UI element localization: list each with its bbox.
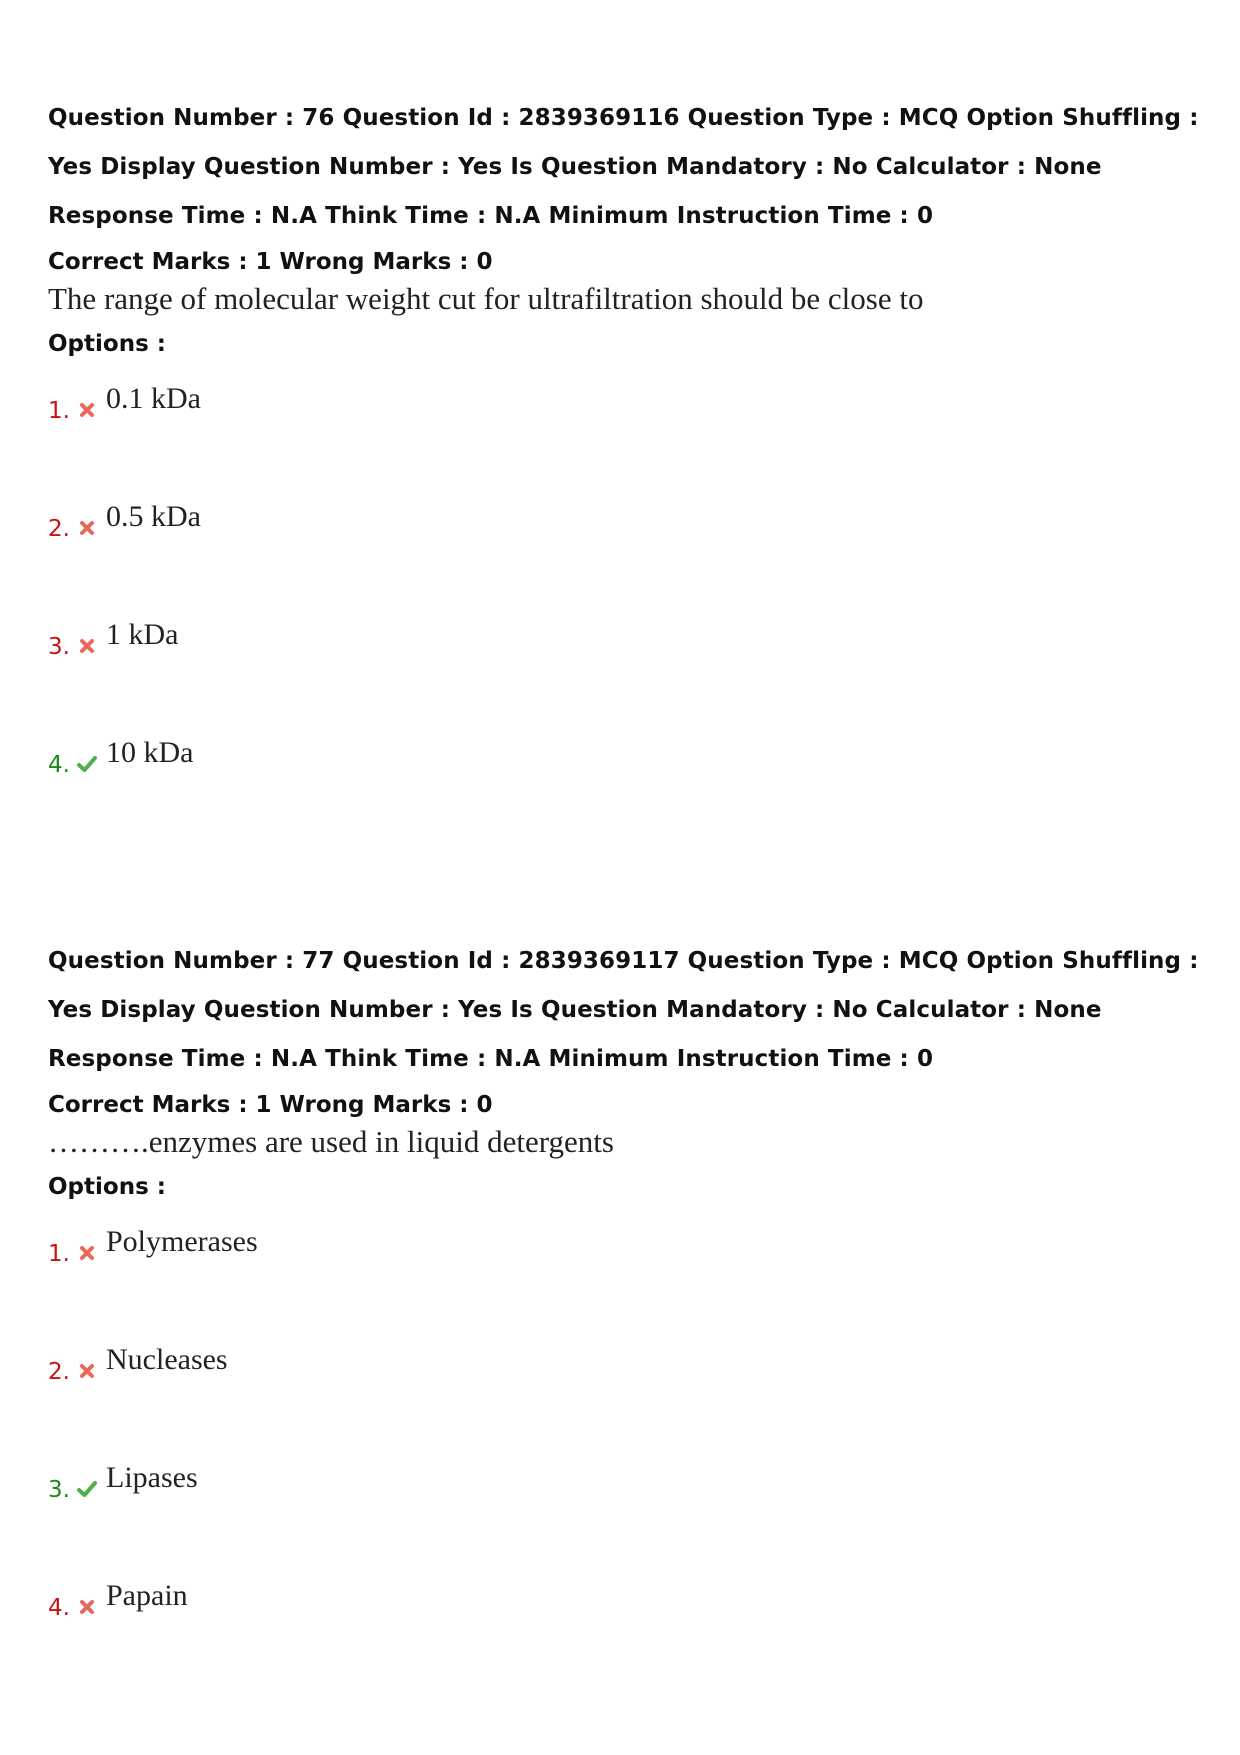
option-2 bbox=[48, 491, 1208, 609]
option-text: 0.5 kDa bbox=[106, 500, 201, 533]
options-label: Options : bbox=[48, 331, 166, 357]
question-text: The range of molecular weight cut for ultrafiltration should be close to bbox=[48, 281, 924, 316]
question-marks: Correct Marks : 1 Wrong Marks : 0 bbox=[48, 1092, 493, 1118]
option-2 bbox=[48, 1334, 1208, 1452]
option-text: Papain bbox=[106, 1579, 188, 1612]
cross-icon bbox=[76, 1242, 98, 1264]
option-number: 1. bbox=[48, 1241, 70, 1267]
question-marks: Correct Marks : 1 Wrong Marks : 0 bbox=[48, 249, 493, 275]
option-number: 3. bbox=[48, 1477, 70, 1503]
option-number: 2. bbox=[48, 516, 70, 542]
question-meta: Question Number : 76 Question Id : 2839369116 Question Type : MCQ Option Shuffling : Yes Display Question Number : Yes Is Question Mandatory : No Calculator : None Response Time : N.A Think Time : N.A Minimum Instruction Time : 0 bbox=[48, 105, 1199, 229]
option-3 bbox=[48, 609, 1208, 727]
option-3 bbox=[48, 1452, 1208, 1570]
option-number: 1. bbox=[48, 398, 70, 424]
question-76 bbox=[48, 94, 1208, 845]
option-text: Lipases bbox=[106, 1461, 198, 1494]
cross-icon bbox=[76, 635, 98, 657]
option-text: 0.1 kDa bbox=[106, 382, 201, 415]
check-icon bbox=[76, 753, 98, 775]
option-text: Nucleases bbox=[106, 1343, 228, 1376]
option-text: Polymerases bbox=[106, 1225, 258, 1258]
option-text: 10 kDa bbox=[106, 736, 194, 769]
question-77 bbox=[48, 937, 1208, 1688]
options-list bbox=[48, 373, 1208, 845]
option-text: 1 kDa bbox=[106, 618, 179, 651]
cross-icon bbox=[76, 1596, 98, 1618]
question-text: ……….enzymes are used in liquid detergents bbox=[48, 1124, 614, 1159]
option-number: 3. bbox=[48, 634, 70, 660]
option-number: 4. bbox=[48, 1595, 70, 1621]
check-icon bbox=[76, 1478, 98, 1500]
cross-icon bbox=[76, 517, 98, 539]
option-number: 4. bbox=[48, 752, 70, 778]
option-4 bbox=[48, 727, 1208, 845]
options-list bbox=[48, 1216, 1208, 1688]
option-1 bbox=[48, 1216, 1208, 1334]
options-label: Options : bbox=[48, 1174, 166, 1200]
question-meta: Question Number : 77 Question Id : 2839369117 Question Type : MCQ Option Shuffling : Yes Display Question Number : Yes Is Question Mandatory : No Calculator : None Response Time : N.A Think Time : N.A Minimum Instruction Time : 0 bbox=[48, 948, 1199, 1072]
option-4 bbox=[48, 1570, 1208, 1688]
cross-icon bbox=[76, 1360, 98, 1382]
cross-icon bbox=[76, 399, 98, 421]
option-1 bbox=[48, 373, 1208, 491]
option-number: 2. bbox=[48, 1359, 70, 1385]
